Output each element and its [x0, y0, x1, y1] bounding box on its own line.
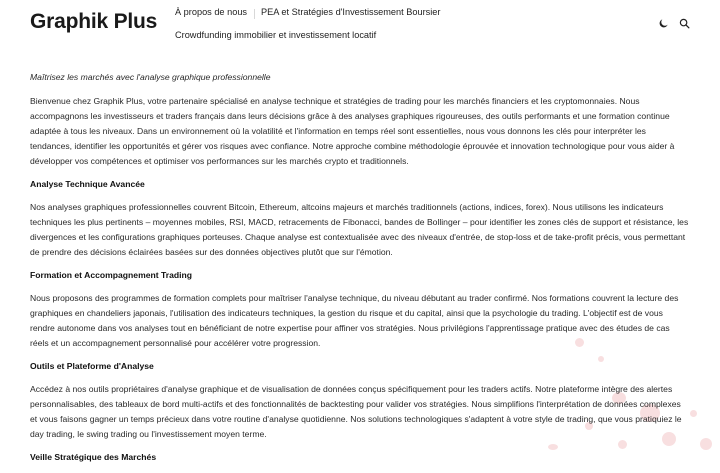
header-icons [657, 17, 690, 29]
site-header [0, 0, 720, 58]
section-title-outils: Outils et Plateforme d'Analyse [30, 361, 154, 371]
section-title-formation: Formation et Accompagnement Trading [30, 270, 193, 280]
decorative-splat [700, 438, 712, 450]
section-text-analyse: Nos analyses graphiques professionnelles couvrent Bitcoin, Ethereum, altcoins majeurs et marchés traditionnels (actions, indices, forex). Nous utilisons les indicateurs techniques les plus pertinents – moyennes mobiles, RSI, MACD, retracements de Fibonacci, bandes de Bollinger – pour identifier les zones clés de support et résistance, les divergences et les configurations graphiques porteuses. Chaque analyse est contextualisée avec des niveaux d'entrée, de stop-loss et de take-profit précis, vous permettant de prendre des décisions éclairées basées sur des données objectives plutôt que sur l'émotion. [30, 202, 689, 257]
tagline: Maîtrisez les marchés avec l'analyse graphique professionnelle [30, 72, 271, 82]
section-text-formation: Nous proposons des programmes de formation complets pour maîtriser l'analyse technique, du niveau débutant au trader confirmé. Nos formations couvrent la lecture des graphiques en chandeliers japonais, l'utilisation des indicateurs techniques, la gestion du risque et du capital, ainsi que la psychologie du trading. L'objectif est de vous rendre autonome dans vos analyses tout en bénéficiant de notre expertise pour affiner vos stratégies. Nous privilégions l'apprentissage pratique avec des études de cas réels et un accompagnement personnalisé pour accélérer votre progression. [30, 293, 679, 348]
nav-item-a-propos[interactable]: À propos de nous [175, 7, 248, 17]
nav-item-pea[interactable]: PEA et Stratégies d'Investissement Boursier [261, 7, 441, 17]
main-content [30, 70, 690, 473]
decorative-splat [690, 410, 697, 417]
section-title-analyse: Analyse Technique Avancée [30, 179, 145, 189]
moon-icon[interactable] [657, 17, 669, 29]
section-text-outils: Accédez à nos outils propriétaires d'analyse graphique et de visualisation de données conçus spécifiquement pour les traders actifs. Notre plateforme intègre des alertes personnalisables, des tableaux de bord multi-actifs et des fonctionnalités de backtesting pour valider vos stratégies. Nous simplifions l'interprétation de données complexes et vous faisons gagner un temps précieux dans votre routine d'analyse quotidienne. Nos solutions technologiques s'adaptent à votre style de trading, que vous pratiquiez le day trading, le swing trading ou l'investissement moyen terme. [30, 384, 682, 439]
intro-paragraph: Bienvenue chez Graphik Plus, votre partenaire spécialisé en analyse technique et stratégies de trading pour les marchés financiers et les cryptomonnaies. Nous accompagnons les investisseurs et traders français dans leurs décisions grâce à des analyses graphiques rigoureuses, des outils performants et une formation continue adaptée à tous les niveaux. Dans un environnement où la volatilité et l'information en temps réel sont essentielles, nous vous donnons les clés pour interpréter les tendances, identifier les opportunités et gérer vos risques avec confiance. Notre approche combine méthodologie éprouvée et innovation technologique pour vous aider à développer vos compétences et optimiser vos performances sur les marchés crypto et traditionnels. [30, 96, 675, 166]
search-icon[interactable] [678, 17, 690, 29]
nav-item-crowdfunding[interactable]: Crowdfunding immobilier et investissement locatif [175, 30, 377, 40]
site-title[interactable]: Graphik Plus [30, 10, 158, 33]
section-title-veille: Veille Stratégique des Marchés [30, 452, 157, 462]
nav-separator [254, 9, 255, 19]
